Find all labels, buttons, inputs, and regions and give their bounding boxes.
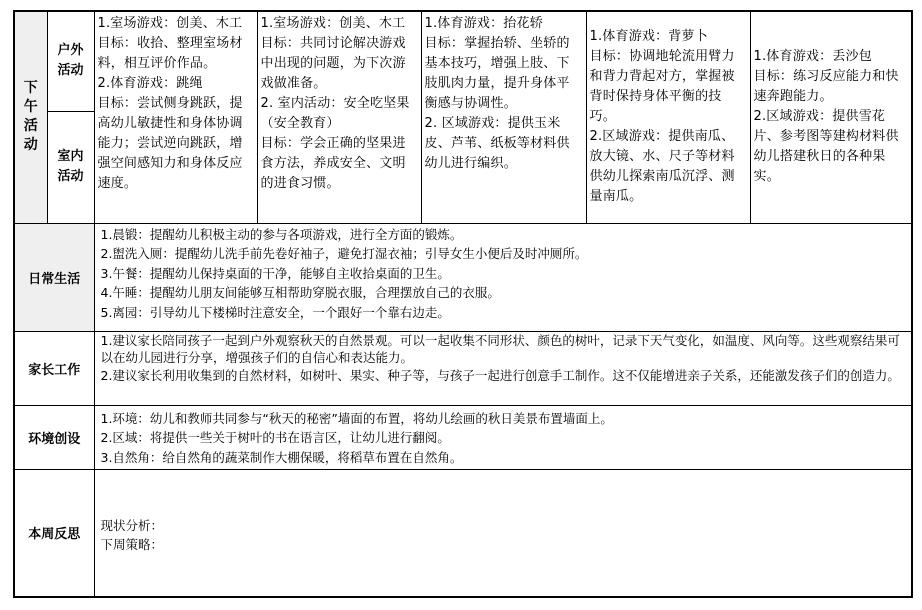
daily-life-label: 日常生活	[14, 223, 94, 331]
activity-line: 1.室场游戏：创美、木工	[260, 16, 406, 31]
daily-item: 4.午睡：提醒幼儿朋友间能够互相帮助穿脱衣服，合理摆放自己的衣服。	[100, 285, 500, 300]
outdoor-activity-label	[47, 11, 94, 111]
activity-line: 目标：收拾、整理室场材料，相互评价作品。	[97, 36, 243, 71]
environment-item: 1.环境：幼儿和教师共同参与“秋天的秘密”墙面的布置，将幼儿绘画的秋日美景布置墙面上。	[100, 410, 613, 426]
indoor-label-line: 活动	[57, 169, 84, 184]
day-4-activities	[586, 11, 750, 223]
environment-label: 环境创设	[14, 405, 94, 469]
indoor-activity-label	[47, 111, 94, 223]
reflection-content	[94, 469, 912, 597]
outdoor-label-line: 户外	[57, 43, 84, 59]
environment-row	[14, 405, 912, 469]
activity-line: 目标：共同讨论解决游戏中出现的问题，为下次游戏做准备。	[260, 36, 406, 91]
parents-item: 1.建议家长陪同孩子一起到户外观察秋天的自然景观。可以一起收集不同形状、颜色的树叶，记录下天气变化，如温度、风向等。这些观察结果可以在幼儿园进行分享，增强孩子们的自信心和表达能力。	[100, 332, 900, 365]
next-week-strategy-label: 下周策略：	[100, 536, 164, 552]
daily-item: 5.离园：引导幼儿下楼梯时注意安全，一个跟好一个靠右边走。	[100, 304, 450, 320]
activity-line: 2.区域游戏：提供南瓜、放大镜、水、尺子等材料供幼儿探索南瓜沉浮、测量南瓜。	[589, 129, 735, 205]
status-analysis-label: 现状分析：	[100, 517, 164, 533]
activity-line: 2.区域游戏：提供雪花片、参考图等建构材料供幼儿搭建秋日的各种果实。	[753, 109, 899, 185]
indoor-label-line: 室内	[57, 149, 84, 164]
outdoor-label-line: 活动	[57, 63, 84, 79]
activity-line: 2. 区域游戏：提供玉米皮、芦苇、纸板等材料供幼儿进行编织。	[424, 116, 570, 171]
activity-line: 目标：尝试侧身跳跃，提高幼儿敏捷性和身体协调能力；尝试逆向跳跃，增强空间感知力和身体反应速度。	[97, 96, 243, 191]
afternoon-label-char: 活	[23, 118, 38, 135]
parents-item: 2.建议家长利用收集到的自然材料，如树叶、果实、种子等，与孩子一起进行创意手工制作。这不仅能增进亲子关系，还能激发孩子们的创造力。	[100, 367, 900, 383]
afternoon-label	[14, 11, 47, 223]
day-5-activities	[750, 11, 912, 223]
afternoon-outdoor-row	[14, 11, 912, 111]
activity-line: 2.体育游戏：跳绳	[97, 76, 203, 91]
parents-work-row	[14, 331, 912, 405]
daily-item: 3.午餐：提醒幼儿保持桌面的干净，能够自主收拾桌面的卫生。	[100, 265, 450, 281]
activity-line: 2. 室内活动：安全吃坚果（安全教育）	[260, 96, 410, 131]
reflection-row	[14, 469, 912, 597]
activity-line: 目标：协调地轮流用臂力和背力背起对方，掌握被背时保持身体平衡的技巧。	[589, 49, 735, 125]
day-3-activities	[421, 11, 586, 223]
environment-item: 3.自然角：给自然角的蔬菜制作大棚保暖，将稻草布置在自然角。	[100, 449, 463, 465]
activity-line: 1.体育游戏：丢沙包	[753, 49, 872, 65]
activity-line: 目标：练习反应能力和快速奔跑能力。	[753, 69, 899, 105]
day-1-activities	[94, 11, 257, 223]
afternoon-label-char: 动	[23, 137, 38, 154]
daily-life-content	[94, 223, 912, 331]
daily-life-row	[14, 223, 912, 331]
activity-line: 1.室场游戏：创美、木工	[97, 16, 243, 31]
activity-line: 目标：学会正确的坚果进食方法，养成安全、文明的进食习惯。	[260, 136, 406, 191]
activity-line: 目标：掌握抬轿、坐轿的基本技巧，增强上肢、下肢肌肉力量，提升身体平衡感与协调性。	[424, 36, 570, 111]
activity-line: 1.体育游戏：背萝卜	[589, 29, 708, 45]
activity-line: 1.体育游戏：抬花轿	[424, 16, 543, 31]
parents-work-label: 家长工作	[14, 331, 94, 405]
parents-work-content	[94, 331, 912, 405]
reflection-label: 本周反思	[14, 469, 94, 597]
daily-item: 2.盥洗入厕：提醒幼儿洗手前先卷好袖子，避免打湿衣袖；引导女生小便后及时冲厕所。	[100, 246, 588, 261]
daily-item: 1.晨锻：提醒幼儿积极主动的参与各项游戏，进行全方面的锻炼。	[100, 226, 463, 242]
weekly-plan-table	[13, 10, 913, 598]
environment-content	[94, 405, 912, 469]
afternoon-label-char: 午	[23, 99, 38, 116]
environment-item: 2.区域：将提供一些关于树叶的书在语言区，让幼儿进行翻阅。	[100, 430, 450, 445]
afternoon-label-char: 下	[23, 80, 38, 97]
day-2-activities	[257, 11, 421, 223]
